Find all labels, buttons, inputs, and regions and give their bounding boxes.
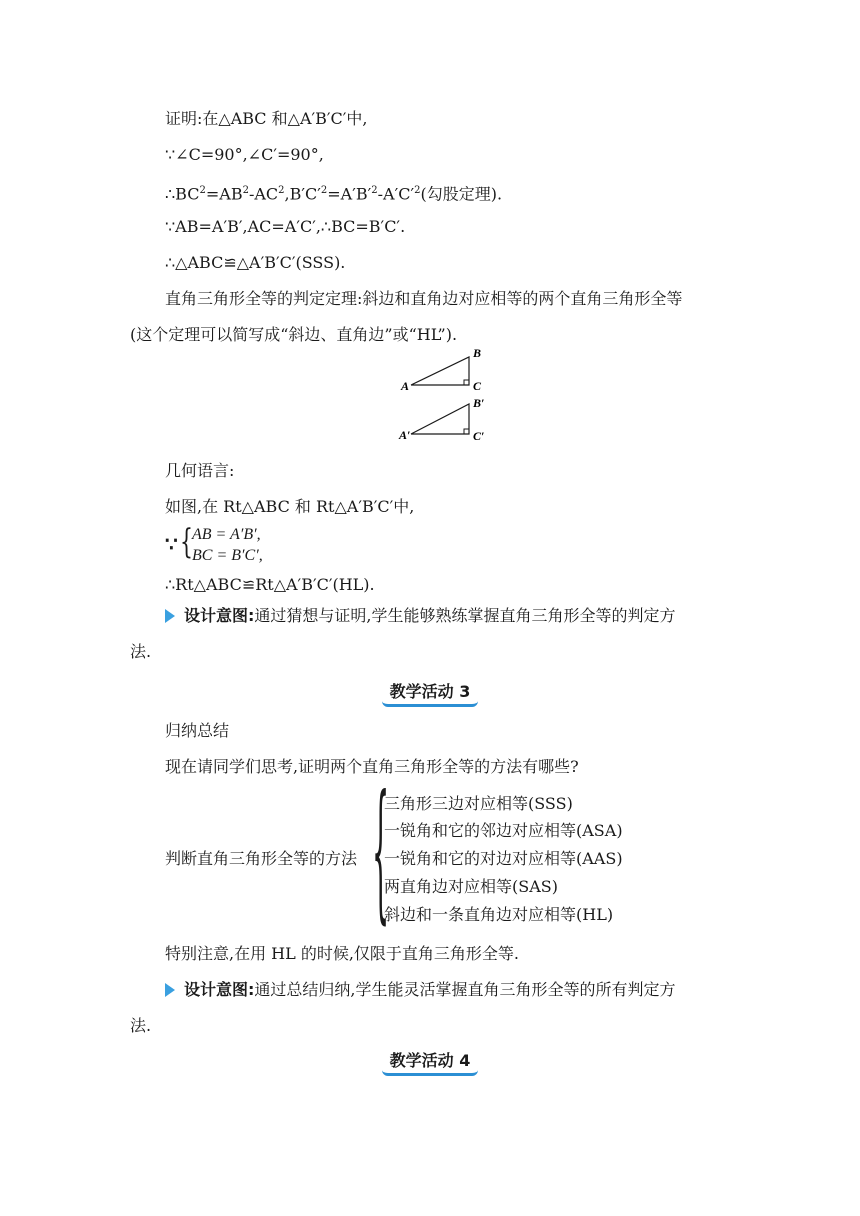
superscript: 2 [414,185,421,196]
triangle-abc [400,346,482,393]
design-intent-1 [184,605,676,627]
proof-l3-part: ∴BC [165,184,200,204]
method-item: 一锐角和它的邻边对应相等(ASA) [384,821,623,840]
methods-label: 判断直角三角形全等的方法 [165,849,358,868]
proof-l3-part: =AB [205,184,243,204]
label-a: A [401,379,410,393]
condition-2: BC = B′C′, [192,547,263,564]
proof-l3-part: -AC [248,184,279,204]
geometry-heading: 几何语言: [165,461,235,480]
special-note: 特别注意,在用 HL 的时候,仅限于直角三角形全等. [165,944,520,963]
method-item: 两直角边对应相等(SAS) [384,877,558,896]
method-item: 一锐角和它的对边对应相等(AAS) [384,849,623,868]
proof-line-2: ∵∠C=90°,∠C′=90°, [165,145,324,164]
proof-l3-part: -A′C′ [377,184,415,204]
proof-l3-part: ,B′C′ [284,184,321,204]
label-c-prime: C′ [473,429,485,443]
design-intent-label: 设计意图: [184,606,255,625]
design-intent-1-cont: 法. [130,642,152,661]
summary-heading: 归纳总结 [165,721,230,740]
superscript: 2 [199,185,206,196]
activity-3-title-text: 教学活动 3 [382,679,479,707]
activity-3-title [0,679,860,707]
label-b-prime: B′ [473,396,485,410]
triangles-figure [395,345,495,445]
because-symbol: ∵ [165,532,178,556]
left-brace: { [180,522,193,562]
superscript: 2 [320,185,328,196]
label-c: C [473,379,482,393]
methods-brace: { [372,764,390,938]
proof-line-5: ∴△ABC≌△A′B′C′(SSS). [165,253,346,272]
superscript: 2 [242,185,249,196]
method-item: 三角形三边对应相等(SSS) [384,794,573,813]
proof-l3-part: (勾股定理). [420,184,503,204]
arrow-icon [165,983,175,997]
question-text: 现在请同学们思考,证明两个直角三角形全等的方法有哪些? [165,757,579,776]
design-intent-text: 通过猜想与证明,学生能够熟练掌握直角三角形全等的判定方 [254,606,676,625]
label-a-prime: A′ [399,428,411,442]
triangle-a-prime [398,396,484,443]
activity-4-title [0,1048,860,1076]
superscript: 2 [278,185,285,196]
method-item: 斜边和一条直角边对应相等(HL) [384,905,614,924]
geometry-line-1: 如图,在 Rt△ABC 和 Rt△A′B′C′中, [165,497,415,516]
activity-4-title-text: 教学活动 4 [382,1048,479,1076]
label-b: B [473,346,482,360]
theorem-line-1: 直角三角形全等的判定定理:斜边和直角边对应相等的两个直角三角形全等 [165,289,683,308]
design-intent-2 [184,979,676,1001]
arrow-icon [165,609,175,623]
proof-line-4: ∵AB=A′B′,AC=A′C′,∴BC=B′C′. [165,217,406,236]
proof-line-1: 证明:在△ABC 和△A′B′C′中, [165,109,368,128]
geometry-conclusion: ∴Rt△ABC≌Rt△A′B′C′(HL). [165,575,375,594]
superscript: 2 [371,185,378,196]
design-intent-text: 通过总结归纳,学生能灵活掌握直角三角形全等的所有判定方 [254,980,676,999]
design-intent-2-cont: 法. [130,1016,152,1035]
condition-1: AB = A′B′, [192,526,261,543]
proof-l3-part: =A′B′ [327,184,372,204]
design-intent-label: 设计意图: [184,980,255,999]
theorem-line-2: (这个定理可以简写成“斜边、直角边”或“HL”). [130,325,458,344]
proof-line-3 [165,180,502,205]
